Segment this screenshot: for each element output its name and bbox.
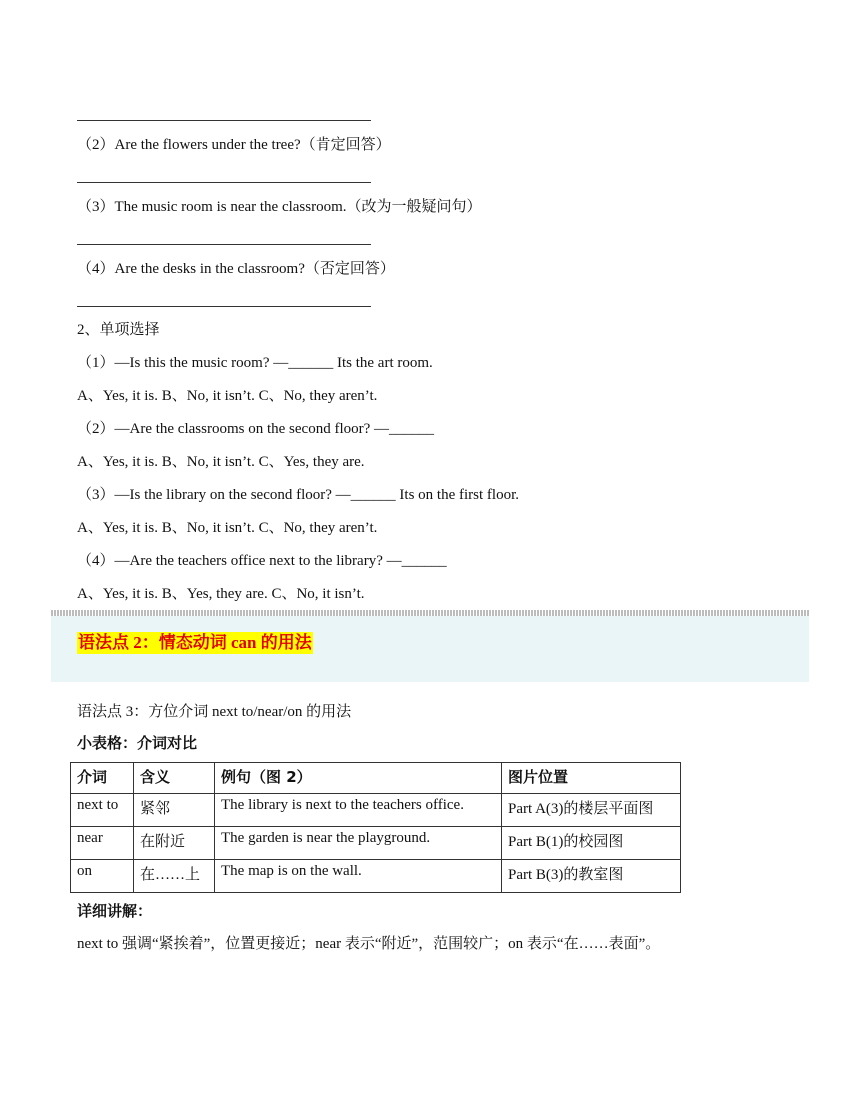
detail-heading: 详细讲解： bbox=[77, 902, 153, 920]
table-header: 介词 bbox=[71, 763, 134, 794]
table-cell: Part B(1)的校园图 bbox=[502, 827, 681, 860]
section-title: 语法点 2：情态动词 can 的用法 bbox=[78, 633, 312, 652]
table-cell: near bbox=[71, 827, 134, 860]
exercise-item: （4）Are the desks in the classroom?（否定回答） bbox=[77, 261, 395, 277]
table-row bbox=[71, 827, 681, 860]
table-row bbox=[71, 794, 681, 827]
question-text: （4）—Are the teachers office next to the library? —______ bbox=[77, 553, 447, 569]
table-header: 图片位置 bbox=[502, 763, 681, 794]
question-text: （1）—Is this the music room? —______ Its the art room. bbox=[77, 355, 433, 371]
preposition-table bbox=[70, 762, 681, 893]
answer-line[interactable] bbox=[77, 244, 371, 245]
grammar-point-heading: 语法点 3：方位介词 next to/near/on 的用法 bbox=[77, 704, 352, 720]
table-caption: 小表格：介词对比 bbox=[77, 734, 198, 752]
table-row bbox=[71, 860, 681, 893]
question-options: A、Yes, it is. B、Yes, they are. C、No, it isn’t. bbox=[77, 586, 365, 602]
exercise-heading: 2、单项选择 bbox=[77, 322, 160, 338]
table-cell: 在附近 bbox=[134, 827, 215, 860]
answer-line[interactable] bbox=[77, 182, 371, 183]
question-options: A、Yes, it is. B、No, it isn’t. C、No, they aren’t. bbox=[77, 520, 378, 536]
table-cell: The library is next to the teachers office. bbox=[215, 794, 502, 827]
exercise-item: （3）The music room is near the classroom.（改为一般疑问句） bbox=[77, 199, 482, 215]
answer-line[interactable] bbox=[77, 306, 371, 307]
question-options: A、Yes, it is. B、No, it isn’t. C、Yes, they are. bbox=[77, 454, 365, 470]
table-cell: on bbox=[71, 860, 134, 893]
answer-line[interactable] bbox=[77, 120, 371, 121]
question-options: A、Yes, it is. B、No, it isn’t. C、No, they aren’t. bbox=[77, 388, 378, 404]
question-text: （3）—Is the library on the second floor? —______ Its on the first floor. bbox=[77, 487, 520, 503]
table-cell: The map is on the wall. bbox=[215, 860, 502, 893]
table-cell: The garden is near the playground. bbox=[215, 827, 502, 860]
question-text: （2）—Are the classrooms on the second floor? —______ bbox=[77, 421, 435, 437]
table-cell: 在……上 bbox=[134, 860, 215, 893]
table-header-row bbox=[71, 763, 681, 794]
table-cell: 紧邻 bbox=[134, 794, 215, 827]
table-cell: next to bbox=[71, 794, 134, 827]
detail-text: next to 强调“紧挨着”，位置更接近；near 表示“附近”，范围较广；on 表示“在……表面”。 bbox=[77, 936, 661, 952]
table-cell: Part A(3)的楼层平面图 bbox=[502, 794, 681, 827]
exercise-item: （2）Are the flowers under the tree?（肯定回答） bbox=[77, 137, 391, 153]
table-header: 含义 bbox=[134, 763, 215, 794]
table-header: 例句（图 2） bbox=[215, 763, 502, 794]
table-cell: Part B(3)的教室图 bbox=[502, 860, 681, 893]
